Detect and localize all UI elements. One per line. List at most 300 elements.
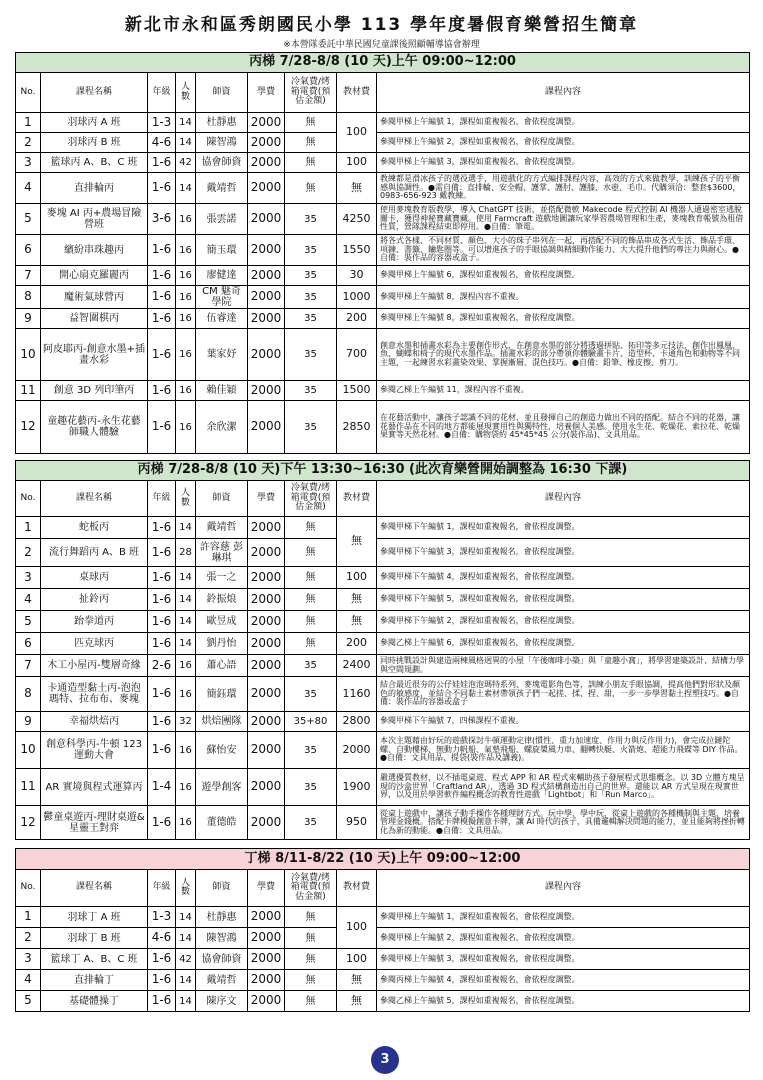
cell-desc: 將各式各樣、不同材質、顏色、大小的珠子串列在一起，再搭配不同的飾品串成各式生活、飾品手環、項鍊、書籤、鑰匙圈等。可以增進孩子的手眼協調與精細動作能力、大大提升他們的專注力與耐心。●自備：裝作品的容器或盒子。 — [377, 235, 750, 266]
cell-mat: 2400 — [337, 655, 377, 677]
cell-grade: 1-6 — [148, 329, 176, 381]
cell-no: 6 — [16, 633, 41, 655]
cell-grade: 3-6 — [148, 204, 176, 235]
cell-teacher: 陳智鴻 — [196, 928, 248, 949]
header-content: 課程內容 — [377, 870, 750, 907]
cell-count: 14 — [176, 928, 196, 949]
cell-count: 14 — [176, 589, 196, 611]
cell-desc: 參閱甲梯下午編號 1，課程如重複報名，會依程度調整。 — [377, 517, 750, 539]
cell-desc: 參閱乙梯上午編號 5，課程如重複報名，會依程度調整。 — [377, 991, 750, 1012]
table-row — [16, 517, 750, 539]
cell-teacher: 許容慈 彭琳琪 — [196, 539, 248, 567]
cell-fee: 2000 — [248, 539, 285, 567]
cell-no: 2 — [16, 928, 41, 949]
cell-ac: 無 — [285, 589, 337, 611]
cell-desc: 參閱甲梯上午編號 3，課程如重複報名，會依程度調整。 — [377, 949, 750, 970]
cell-grade: 1-6 — [148, 309, 176, 329]
header-tuition: 學費 — [248, 73, 285, 113]
table-row — [16, 928, 750, 949]
cell-ac: 無 — [285, 113, 337, 133]
cell-fee: 2000 — [248, 153, 285, 173]
cell-teacher: 劉丹怡 — [196, 633, 248, 655]
cell-count: 16 — [176, 401, 196, 454]
cell-mat: 1550 — [337, 235, 377, 266]
cell-grade: 1-4 — [148, 769, 176, 806]
cell-ac: 35 — [285, 677, 337, 712]
header-no: No. — [16, 481, 41, 517]
cell-ac: 無 — [285, 949, 337, 970]
cell-ac: 無 — [285, 517, 337, 539]
cell-ac: 無 — [285, 970, 337, 991]
cell-no: 8 — [16, 677, 41, 712]
cell-no: 1 — [16, 517, 41, 539]
cell-teacher: 蘇怡安 — [196, 732, 248, 769]
header-teacher: 師資 — [196, 73, 248, 113]
cell-count: 42 — [176, 949, 196, 970]
cell-count: 16 — [176, 309, 196, 329]
cell-teacher: 葉家妤 — [196, 329, 248, 381]
header-aircon: 冷氣費/烤箱電費(預估金額) — [285, 481, 337, 517]
table-row — [16, 611, 750, 633]
cell-teacher: 烘焙團隊 — [196, 712, 248, 732]
cell-no: 9 — [16, 309, 41, 329]
cell-desc: 參閱甲梯下午編號 3，課程如重複報名，會依程度調整。 — [377, 539, 750, 567]
cell-teacher: 鈴振烺 — [196, 589, 248, 611]
cell-desc: 參閱乙梯上午編號 6，課程如重複報名，會依程度調整。 — [377, 633, 750, 655]
page-subtitle: ※本營隊委託中華民國兒童課後照顧輔導協會辦理 — [283, 40, 480, 50]
cell-ac: 35 — [285, 769, 337, 806]
table-row — [16, 949, 750, 970]
table-row — [16, 173, 750, 204]
cell-ac: 35 — [285, 401, 337, 454]
morning-schedule-table-d — [15, 848, 750, 1012]
header-course: 課程名稱 — [41, 73, 148, 113]
cell-ac: 35 — [285, 309, 337, 329]
header-row — [16, 481, 750, 517]
cell-grade: 1-6 — [148, 539, 176, 567]
cell-grade: 1-6 — [148, 235, 176, 266]
cell-count: 14 — [176, 567, 196, 589]
cell-teacher: 張雲諾 — [196, 204, 248, 235]
cell-ac: 無 — [285, 633, 337, 655]
cell-teacher: CM 魅奇學院 — [196, 286, 248, 309]
afternoon-schedule-table-c — [15, 460, 750, 840]
cell-ac: 35+80 — [285, 712, 337, 732]
header-tuition: 學費 — [248, 870, 285, 907]
header-course: 課程名稱 — [41, 870, 148, 907]
cell-desc: 結合最近很夯的公仔娃娃泡泡瑪特系列、麥塊電影角色等，訓練小朋友手眼協調，提高他們對形狀及顏色的敏感度，並結合不同黏土素材帶領孩子們一起搓、揉、捏、甜，一步一步學習黏土捏塑技巧。●自備：裝作品的容器或盒子 — [377, 677, 750, 712]
cell-mat: 100 — [337, 153, 377, 173]
section-title-row — [16, 849, 750, 870]
cell-ac: 無 — [285, 539, 337, 567]
cell-count: 14 — [176, 633, 196, 655]
cell-fee: 2000 — [248, 401, 285, 454]
section-title: 丙梯 7/28-8/8 (10 天)上午 09:00~12:00 — [16, 53, 750, 73]
cell-course: 跆拳道丙 — [41, 611, 148, 633]
cell-count: 16 — [176, 286, 196, 309]
cell-ac: 35 — [285, 329, 337, 381]
cell-teacher: 伍睿達 — [196, 309, 248, 329]
cell-count: 14 — [176, 970, 196, 991]
cell-no: 7 — [16, 655, 41, 677]
cell-mat: 700 — [337, 329, 377, 381]
table-row — [16, 204, 750, 235]
header-aircon: 冷氣費/烤箱電費(預估金額) — [285, 870, 337, 907]
cell-course: 開心扇克羅麗丙 — [41, 266, 148, 286]
header-content: 課程內容 — [377, 73, 750, 113]
table-row — [16, 153, 750, 173]
cell-teacher: 賴佳穎 — [196, 381, 248, 401]
cell-desc: 同時挑戰設計與建造兩棟風格迥異的小屋「午後咖啡小築」與「童趣小窩」，將學習建築設計、結構力學與空間規劃。 — [377, 655, 750, 677]
cell-ac: 無 — [285, 567, 337, 589]
cell-mat: 無 — [337, 589, 377, 611]
table-row — [16, 633, 750, 655]
cell-course: 匹克球丙 — [41, 633, 148, 655]
header-material: 教材費 — [337, 870, 377, 907]
cell-course: 扯鈴丙 — [41, 589, 148, 611]
cell-ac: 35 — [285, 266, 337, 286]
cell-ac: 無 — [285, 153, 337, 173]
cell-count: 16 — [176, 732, 196, 769]
cell-mat: 1160 — [337, 677, 377, 712]
header-material: 教材費 — [337, 481, 377, 517]
cell-teacher: 簡鈺環 — [196, 677, 248, 712]
table-row — [16, 235, 750, 266]
cell-mat: 無 — [337, 173, 377, 204]
table-row — [16, 286, 750, 309]
cell-count: 14 — [176, 173, 196, 204]
cell-ac: 35 — [285, 381, 337, 401]
table-row — [16, 381, 750, 401]
cell-desc: 參閱丙梯上午編號 4，課程如重複報名，會依程度調整。 — [377, 970, 750, 991]
cell-course: 蛇板丙 — [41, 517, 148, 539]
cell-fee: 2000 — [248, 970, 285, 991]
cell-course: 幸福烘焙丙 — [41, 712, 148, 732]
cell-count: 14 — [176, 133, 196, 153]
cell-desc: 創意水墨和插畫水彩為主要創作形式，在創意水墨的部分將透過拼貼、拓印等多元技法，創作出鳳凰、魚、蝴蝶和椅子的現代水墨作品。插畫水彩的部分帶領你體驗畫卡片、造型杯、卡通角色和動物等不同主題，一起練習水彩畫染效果、掌握漸層、混色技巧。●自備：鉛筆、橡皮擦、剪刀。 — [377, 329, 750, 381]
cell-no: 1 — [16, 907, 41, 928]
table-row — [16, 769, 750, 806]
header-capacity: 人數 — [176, 481, 196, 517]
cell-grade: 1-3 — [148, 907, 176, 928]
cell-desc: 參閱甲梯上午編號 3，課程如重複報名，會依程度調整。 — [377, 153, 750, 173]
section-title-row — [16, 53, 750, 73]
cell-fee: 2000 — [248, 329, 285, 381]
cell-no: 2 — [16, 133, 41, 153]
table-row — [16, 907, 750, 928]
cell-mat: 950 — [337, 806, 377, 840]
cell-grade: 1-6 — [148, 633, 176, 655]
cell-count: 32 — [176, 712, 196, 732]
cell-desc: 參閱甲梯上午編號 2，課程如重複報名，會依程度調整。 — [377, 928, 750, 949]
cell-fee: 2000 — [248, 928, 285, 949]
cell-grade: 2-6 — [148, 655, 176, 677]
table-row — [16, 309, 750, 329]
cell-teacher: 遊學創客 — [196, 769, 248, 806]
cell-count: 16 — [176, 806, 196, 840]
cell-course: 籃球丁 A、B、C 班 — [41, 949, 148, 970]
cell-teacher: 戴靖哲 — [196, 970, 248, 991]
table-row — [16, 567, 750, 589]
cell-teacher: 協會師資 — [196, 949, 248, 970]
cell-no: 3 — [16, 153, 41, 173]
cell-ac: 無 — [285, 133, 337, 153]
cell-no: 1 — [16, 113, 41, 133]
page-number-badge: 3 — [371, 1046, 399, 1074]
cell-grade: 1-6 — [148, 677, 176, 712]
cell-count: 16 — [176, 204, 196, 235]
header-content: 課程內容 — [377, 481, 750, 517]
cell-grade: 1-6 — [148, 286, 176, 309]
cell-desc: 參閱甲梯下午編號 4，課程如重複報名，會依程度調整。 — [377, 567, 750, 589]
cell-course: 桌球丙 — [41, 567, 148, 589]
header-row — [16, 870, 750, 907]
cell-desc: 參閱甲梯下午編號 5，課程如重複報名，會依程度調整。 — [377, 589, 750, 611]
cell-fee: 2000 — [248, 517, 285, 539]
cell-desc: 參閱甲梯上午編號 1，課程如重複報名，會依程度調整。 — [377, 113, 750, 133]
cell-teacher: 陳智鴻 — [196, 133, 248, 153]
cell-fee: 2000 — [248, 633, 285, 655]
cell-desc: 教練都是滑冰孩子的選役選手，用遊戲化的方式編排課程內容，高效的方式來做教學，訓練孩子的平衡感與協調性。●需自備：直排輪、安全帽、護掌、護肘、護膝、水壺、毛巾。代購須洽：整套$3600，0983-656-923 戴教練。 — [377, 173, 750, 204]
cell-no: 3 — [16, 949, 41, 970]
cell-count: 16 — [176, 235, 196, 266]
cell-desc: 參閱甲梯上午編號 8，課程內容不重複。 — [377, 286, 750, 309]
cell-no: 7 — [16, 266, 41, 286]
cell-no: 10 — [16, 732, 41, 769]
table-row — [16, 589, 750, 611]
cell-mat: 200 — [337, 633, 377, 655]
cell-ac: 無 — [285, 173, 337, 204]
cell-grade: 1-6 — [148, 517, 176, 539]
header-no: No. — [16, 870, 41, 907]
cell-count: 28 — [176, 539, 196, 567]
cell-no: 10 — [16, 329, 41, 381]
cell-ac: 35 — [285, 732, 337, 769]
cell-mat: 無 — [337, 517, 377, 567]
cell-grade: 1-6 — [148, 949, 176, 970]
cell-fee: 2000 — [248, 173, 285, 204]
header-grade: 年級 — [148, 870, 176, 907]
table-row — [16, 806, 750, 840]
cell-fee: 2000 — [248, 769, 285, 806]
cell-teacher: 陳序文 — [196, 991, 248, 1012]
cell-teacher: 協會師資 — [196, 153, 248, 173]
cell-course: 鬱童桌遊丙-理財桌遊&星靈王對弈 — [41, 806, 148, 840]
cell-teacher: 蕭心語 — [196, 655, 248, 677]
header-grade: 年級 — [148, 73, 176, 113]
cell-mat: 100 — [337, 113, 377, 153]
cell-course: 益智圍棋丙 — [41, 309, 148, 329]
cell-teacher: 戴靖哲 — [196, 173, 248, 204]
cell-desc: 嚴選優質教材，以不插電桌遊、程式 APP 和 AR 程式來輔助孩子發展程式思維概念。以 3D 立體方塊呈現的沙盒世界「Craftland AR」，透過 3D 程式結構創造出自己的世界。還能以 AR 方式呈現在現實世界，以及用於學習軟件編程概念的教育性遊戲「Lightbot」和「Run Marco」。 — [377, 769, 750, 806]
table-row — [16, 113, 750, 133]
cell-ac: 無 — [285, 991, 337, 1012]
header-aircon: 冷氣費/烤箱電費(預估金額) — [285, 73, 337, 113]
cell-course: 創意科學丙-牛頓 123 運動大會 — [41, 732, 148, 769]
cell-no: 5 — [16, 611, 41, 633]
cell-no: 9 — [16, 712, 41, 732]
cell-ac: 35 — [285, 286, 337, 309]
cell-grade: 4-6 — [148, 928, 176, 949]
cell-ac: 35 — [285, 204, 337, 235]
cell-mat: 4250 — [337, 204, 377, 235]
cell-fee: 2000 — [248, 655, 285, 677]
header-teacher: 師資 — [196, 481, 248, 517]
cell-desc: 在花藝活動中，讓孩子認識不同的花材，並且發揮自己的創造力做出不同的搭配。結合不同的花器，讓花藝作品在不同的地方都能展現實用性與獨特性，培養個人美感。使用永生花、乾燥花、索拉花、乾燥果實等天然花材。●自備：購物袋約 45*45*45 公分(裝作品)、文具用品。 — [377, 401, 750, 454]
cell-grade: 1-6 — [148, 611, 176, 633]
cell-grade: 1-6 — [148, 567, 176, 589]
cell-course: 卡通造型黏土丙-泡泡瑪特、拉布布、麥塊 — [41, 677, 148, 712]
cell-fee: 2000 — [248, 589, 285, 611]
cell-mat: 100 — [337, 949, 377, 970]
cell-no: 3 — [16, 567, 41, 589]
cell-count: 16 — [176, 769, 196, 806]
header-grade: 年級 — [148, 481, 176, 517]
cell-fee: 2000 — [248, 266, 285, 286]
cell-ac: 無 — [285, 611, 337, 633]
cell-count: 16 — [176, 266, 196, 286]
cell-teacher: 余欣潔 — [196, 401, 248, 454]
cell-no: 4 — [16, 173, 41, 204]
cell-fee: 2000 — [248, 113, 285, 133]
cell-teacher: 歐昱成 — [196, 611, 248, 633]
cell-fee: 2000 — [248, 991, 285, 1012]
page-title: 新北市永和區秀朗國民小學 113 學年度暑假育樂營招生簡章 — [124, 15, 639, 35]
table-row — [16, 712, 750, 732]
table-row — [16, 133, 750, 153]
cell-no: 11 — [16, 381, 41, 401]
cell-course: 基礎體操丁 — [41, 991, 148, 1012]
cell-course: 羽球丁 A 班 — [41, 907, 148, 928]
cell-grade: 1-6 — [148, 401, 176, 454]
cell-mat: 100 — [337, 567, 377, 589]
cell-fee: 2000 — [248, 381, 285, 401]
cell-grade: 1-6 — [148, 266, 176, 286]
cell-no: 12 — [16, 401, 41, 454]
table-row — [16, 655, 750, 677]
cell-fee: 2000 — [248, 204, 285, 235]
header-course: 課程名稱 — [41, 481, 148, 517]
section-title: 丙梯 7/28-8/8 (10 天)下午 13:30~16:30 (此次育樂營開始調整為 16:30 下課) — [16, 461, 750, 481]
cell-ac: 無 — [285, 928, 337, 949]
cell-course: 流行舞蹈丙 A、B 班 — [41, 539, 148, 567]
section-title-row — [16, 461, 750, 481]
cell-fee: 2000 — [248, 949, 285, 970]
cell-mat: 1500 — [337, 381, 377, 401]
cell-count: 16 — [176, 677, 196, 712]
header-material: 教材費 — [337, 73, 377, 113]
cell-desc: 參閱甲梯上午編號 1，課程如重複報名，會依程度調整。 — [377, 907, 750, 928]
cell-grade: 1-6 — [148, 991, 176, 1012]
cell-mat: 2850 — [337, 401, 377, 454]
cell-fee: 2000 — [248, 732, 285, 769]
cell-count: 14 — [176, 991, 196, 1012]
cell-desc: 從桌上遊戲中，讓孩子動手操作各種理財方式。玩中學、學中玩，從桌上遊戲的各種機制與主題，培養管理金錢概。搭配卡牌模擬創意卡牌，讓 AI 時代的孩子，具備邏輯解決問題的能力，並且能夠將挫折轉化為新的動能。●自備：文具用品。 — [377, 806, 750, 840]
cell-grade: 1-6 — [148, 732, 176, 769]
cell-fee: 2000 — [248, 133, 285, 153]
cell-course: 木工小屋丙-雙層奇緣 — [41, 655, 148, 677]
cell-course: 魔術氣球營丙 — [41, 286, 148, 309]
morning-schedule-table-c — [15, 52, 750, 454]
cell-ac: 35 — [285, 655, 337, 677]
cell-mat: 無 — [337, 991, 377, 1012]
cell-desc: 本次主題藉由好玩的遊戲探討牛頓運動定律(慣性、重力加速度、作用力與反作用力)，會完成拉鏈陀螺、自動樓梯、無動力帆船、氣墊飛船、螺旋槳風力車、翻轉快艇、火箭炮、超能力飛碟等 DIY 作品。●自備：文具用品、提袋(裝作品及講義)。 — [377, 732, 750, 769]
cell-teacher: 杜靜惠 — [196, 907, 248, 928]
cell-fee: 2000 — [248, 907, 285, 928]
cell-mat: 1000 — [337, 286, 377, 309]
table-row — [16, 329, 750, 381]
cell-desc: 參閱甲梯上午編號 6，課程如重複報名，會依程度調整。 — [377, 266, 750, 286]
cell-fee: 2000 — [248, 677, 285, 712]
header-teacher: 師資 — [196, 870, 248, 907]
cell-course: 籃球丙 A、B、C 班 — [41, 153, 148, 173]
cell-desc: 參閱甲梯下午編號 7，四梯課程不重複。 — [377, 712, 750, 732]
cell-ac: 無 — [285, 907, 337, 928]
cell-teacher: 廖健達 — [196, 266, 248, 286]
cell-grade: 1-3 — [148, 113, 176, 133]
cell-mat: 1900 — [337, 769, 377, 806]
cell-course: 繽紛串珠趣丙 — [41, 235, 148, 266]
cell-course: AR 實境與程式運算丙 — [41, 769, 148, 806]
cell-no: 5 — [16, 991, 41, 1012]
cell-course: 直排輪丁 — [41, 970, 148, 991]
cell-mat: 無 — [337, 970, 377, 991]
cell-course: 創意 3D 列印筆丙 — [41, 381, 148, 401]
cell-no: 2 — [16, 539, 41, 567]
table-row — [16, 677, 750, 712]
cell-teacher: 戴靖哲 — [196, 517, 248, 539]
cell-no: 6 — [16, 235, 41, 266]
cell-grade: 1-6 — [148, 806, 176, 840]
cell-desc: 參閱甲梯下午編號 2，課程如重複報名，會依程度調整。 — [377, 611, 750, 633]
cell-count: 14 — [176, 907, 196, 928]
table-row — [16, 970, 750, 991]
table-row — [16, 732, 750, 769]
cell-course: 直排輪丙 — [41, 173, 148, 204]
cell-fee: 2000 — [248, 235, 285, 266]
cell-desc: 參閱甲梯上午編號 8，課程如重複報名，會依程度調整。 — [377, 309, 750, 329]
cell-grade: 1-6 — [148, 712, 176, 732]
cell-count: 14 — [176, 517, 196, 539]
cell-desc: 參閱乙梯上午編號 11，課程內容不重複。 — [377, 381, 750, 401]
table-row — [16, 991, 750, 1012]
section-title: 丁梯 8/11-8/22 (10 天)上午 09:00~12:00 — [16, 849, 750, 870]
cell-fee: 2000 — [248, 806, 285, 840]
cell-teacher: 董德皓 — [196, 806, 248, 840]
cell-mat: 100 — [337, 907, 377, 949]
cell-grade: 4-6 — [148, 133, 176, 153]
cell-grade: 1-6 — [148, 153, 176, 173]
cell-count: 16 — [176, 381, 196, 401]
header-capacity: 人數 — [176, 870, 196, 907]
cell-mat: 無 — [337, 611, 377, 633]
cell-no: 11 — [16, 769, 41, 806]
cell-teacher: 簡玉環 — [196, 235, 248, 266]
cell-no: 8 — [16, 286, 41, 309]
cell-course: 羽球丙 B 班 — [41, 133, 148, 153]
cell-mat: 30 — [337, 266, 377, 286]
header-row — [16, 73, 750, 113]
cell-count: 16 — [176, 655, 196, 677]
cell-fee: 2000 — [248, 286, 285, 309]
cell-grade: 1-6 — [148, 970, 176, 991]
cell-no: 4 — [16, 589, 41, 611]
cell-course: 阿皮耶丙-創意水墨+插畫水彩 — [41, 329, 148, 381]
cell-no: 12 — [16, 806, 41, 840]
cell-no: 5 — [16, 204, 41, 235]
cell-course: 羽球丙 A 班 — [41, 113, 148, 133]
table-row — [16, 539, 750, 567]
